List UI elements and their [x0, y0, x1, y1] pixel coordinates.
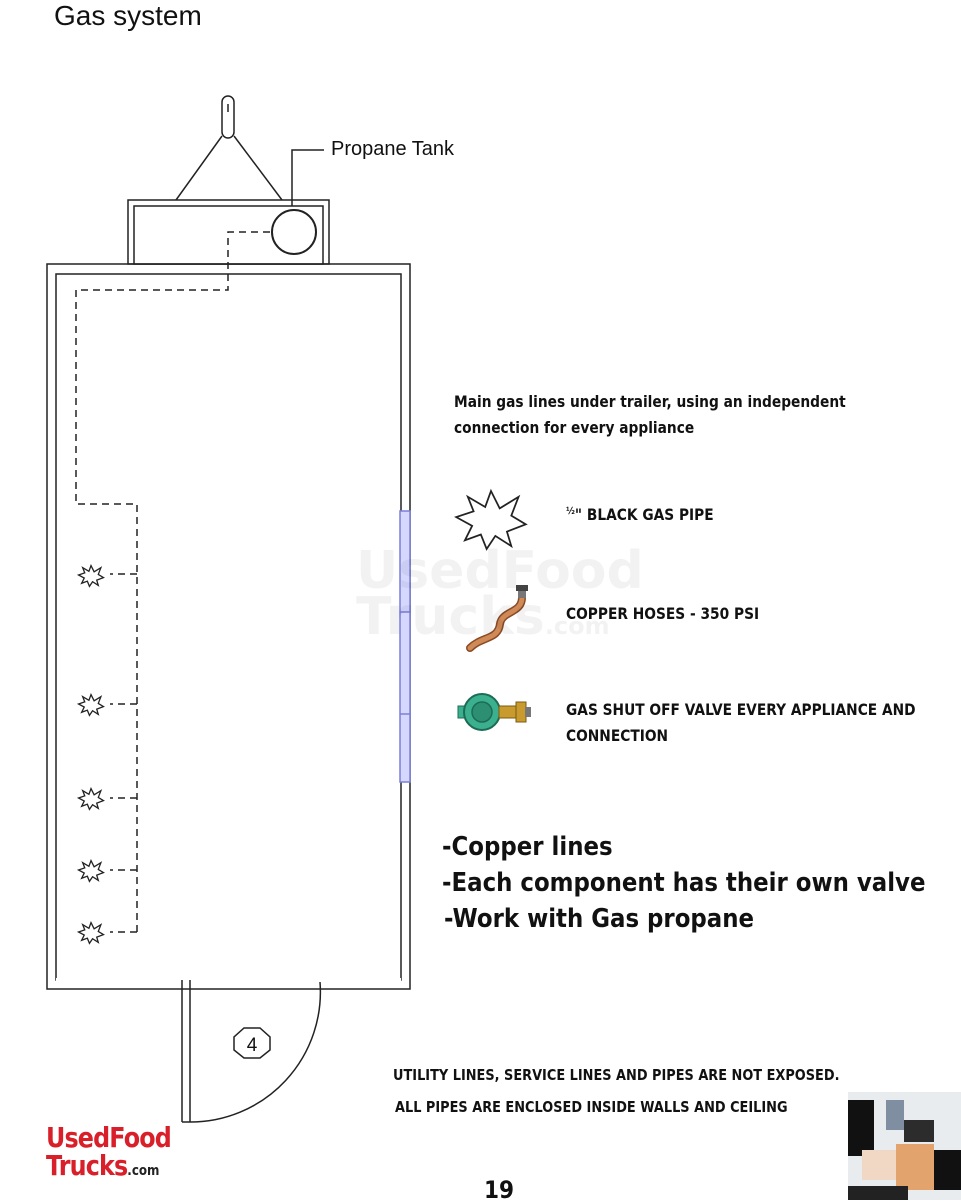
pixelated-thumbnail: [848, 1092, 961, 1200]
bullet-own-valve: -Each component has their own valve: [442, 868, 926, 898]
usedfoodtrucks-logo: [46, 1121, 171, 1185]
entry-door: [56, 978, 401, 1122]
gas-burner-icon: [79, 861, 104, 882]
trailer-hitch: [176, 96, 282, 200]
door-tag: [234, 1028, 270, 1058]
logo-line-1: UsedFood: [46, 1121, 171, 1154]
main-gas-note-line-1: Main gas lines under trailer, using an independent: [454, 392, 846, 411]
page-number: 19: [484, 1176, 515, 1204]
utility-note-line-1: UTILITY LINES, SERVICE LINES AND PIPES ARE NOT EXPOSED.: [393, 1066, 840, 1084]
propane-tank: [272, 210, 316, 254]
legend-valve-line-2: CONNECTION: [566, 726, 669, 745]
gas-line: [76, 232, 270, 932]
page-title: Gas system: [54, 0, 202, 31]
shutoff-valve-icon: [458, 694, 531, 730]
door-tag-number: 4: [246, 1035, 258, 1056]
propane-tank-leader: [292, 150, 324, 206]
watermark-line-2: Trucks.com: [356, 587, 610, 647]
gas-burner-icon: [79, 789, 104, 810]
watermark: [356, 541, 644, 649]
pipe-size-fraction: ½: [566, 506, 575, 517]
gas-burner-icon: [79, 566, 104, 587]
legend-black-gas-pipe-label: " BLACK GAS PIPE: [574, 505, 714, 524]
legend-black-gas-pipe: [566, 505, 714, 524]
gas-burner-icon: [79, 923, 104, 944]
gas-burner-icon: [79, 695, 104, 716]
propane-tank-label: Propane Tank: [331, 138, 455, 160]
legend-valve-line-1: GAS SHUT OFF VALVE EVERY APPLIANCE AND: [566, 700, 916, 719]
bullet-copper-lines: -Copper lines: [442, 832, 613, 862]
watermark-line-1: UsedFood: [356, 541, 644, 601]
logo-line-2: Trucks.com: [46, 1149, 160, 1182]
bullet-gas-propane: -Work with Gas propane: [444, 904, 755, 934]
main-gas-note-line-2: connection for every appliance: [454, 418, 695, 437]
utility-note-line-2: ALL PIPES ARE ENCLOSED INSIDE WALLS AND CEILING: [395, 1098, 788, 1116]
legend-copper-hoses: COPPER HOSES - 350 PSI: [566, 604, 760, 623]
